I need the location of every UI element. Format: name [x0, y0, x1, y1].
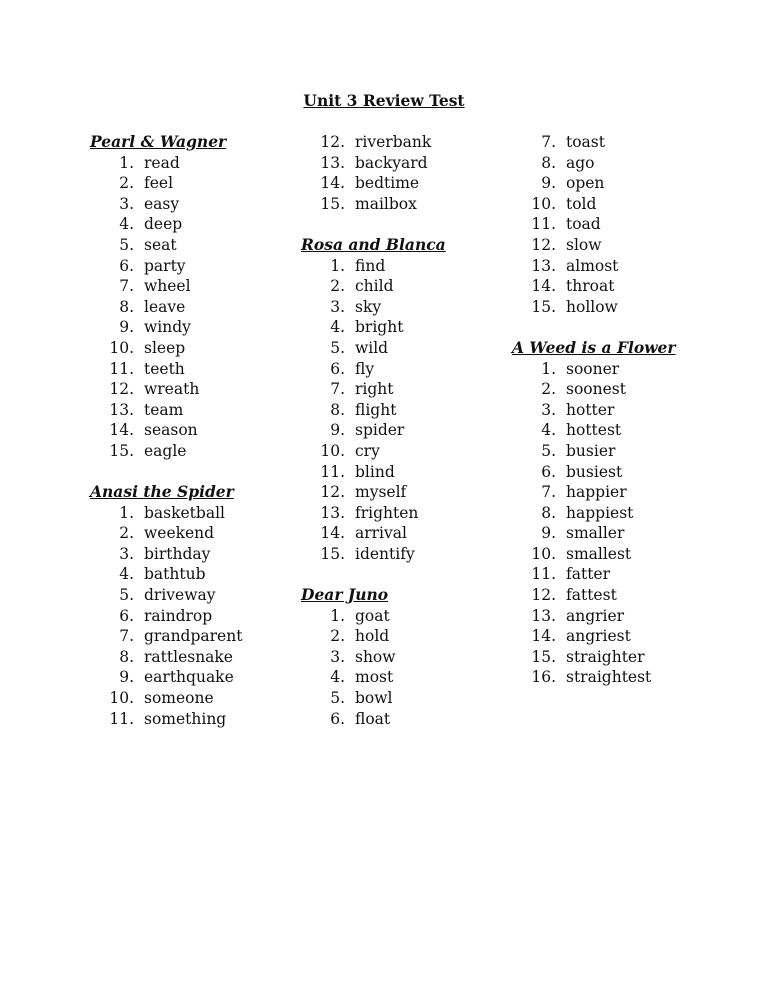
item-word: smallest: [566, 544, 632, 563]
word-list-item: [512, 544, 676, 565]
item-word: show: [355, 647, 396, 666]
item-word: happier: [566, 483, 627, 502]
item-word: toad: [566, 215, 601, 234]
item-number: 1.: [330, 256, 345, 275]
column-1: [90, 132, 242, 729]
item-number: 14.: [109, 421, 134, 440]
word-list-item: [512, 667, 676, 688]
item-number: 5.: [119, 235, 134, 254]
word-list-item: [301, 194, 446, 215]
word-list-item: [90, 709, 242, 730]
item-word: wild: [355, 338, 389, 357]
item-word: easy: [144, 194, 180, 213]
word-list-item: [512, 297, 676, 318]
word-list-item: [512, 194, 676, 215]
word-list-item: [90, 400, 242, 421]
item-word: find: [355, 256, 386, 275]
item-number: 4.: [119, 215, 134, 234]
item-number: 7.: [330, 380, 345, 399]
item-word: mailbox: [355, 194, 417, 213]
item-number: 5.: [330, 689, 345, 708]
item-number: 6.: [330, 709, 345, 728]
word-list-item: [512, 626, 676, 647]
item-word: leave: [144, 297, 186, 316]
word-list-item: [90, 194, 242, 215]
item-number: 15.: [531, 297, 556, 316]
section-heading: Dear Juno: [301, 585, 389, 605]
item-word: deep: [144, 215, 183, 234]
section-spacer: [301, 214, 446, 235]
item-word: someone: [144, 689, 214, 708]
item-number: 2.: [119, 524, 134, 543]
word-list-item: [90, 153, 242, 174]
item-word: sooner: [566, 359, 620, 378]
word-list-item: [301, 276, 446, 297]
item-word: hollow: [566, 297, 618, 316]
item-number: 14.: [320, 524, 345, 543]
item-number: 8.: [541, 503, 556, 522]
word-list-item: [301, 482, 446, 503]
word-list-item: [512, 153, 676, 174]
item-word: weekend: [144, 524, 215, 543]
word-list-item: [301, 626, 446, 647]
item-number: 11.: [531, 565, 556, 584]
word-list-item: [90, 256, 242, 277]
word-list-item: [90, 544, 242, 565]
word-list-item: [512, 276, 676, 297]
word-list-item: [301, 544, 446, 565]
item-word: angriest: [566, 627, 631, 646]
item-word: straighter: [566, 647, 645, 666]
item-number: 13.: [531, 256, 556, 275]
word-list-item: [90, 379, 242, 400]
item-number: 4.: [330, 318, 345, 337]
word-list-item: [512, 400, 676, 421]
item-word: float: [355, 709, 391, 728]
item-number: 11.: [109, 709, 134, 728]
item-word: backyard: [355, 153, 428, 172]
section-spacer: [301, 564, 446, 585]
word-list-item: [512, 214, 676, 235]
word-list-item: [90, 235, 242, 256]
item-number: 9.: [541, 524, 556, 543]
item-number: 6.: [119, 256, 134, 275]
item-word: seat: [144, 235, 177, 254]
word-list-item: [512, 441, 676, 462]
item-word: something: [144, 709, 227, 728]
item-word: feel: [144, 174, 174, 193]
item-word: bowl: [355, 689, 393, 708]
item-number: 3.: [541, 400, 556, 419]
word-list-item: [90, 503, 242, 524]
item-number: 13.: [320, 503, 345, 522]
word-list-item: [512, 379, 676, 400]
item-number: 2.: [541, 380, 556, 399]
item-number: 13.: [320, 153, 345, 172]
word-list-item: [512, 235, 676, 256]
item-number: 3.: [119, 194, 134, 213]
item-number: 1.: [330, 606, 345, 625]
item-number: 12.: [320, 133, 345, 151]
item-word: fatter: [566, 565, 611, 584]
item-word: open: [566, 174, 605, 193]
item-number: 15.: [320, 544, 345, 563]
item-number: 16.: [531, 668, 556, 687]
item-word: most: [355, 668, 394, 687]
item-word: told: [566, 194, 597, 213]
item-word: driveway: [144, 586, 216, 605]
item-number: 3.: [330, 647, 345, 666]
section-heading: Rosa and Blanca: [301, 234, 446, 254]
word-list-item: [512, 564, 676, 585]
item-word: slow: [566, 235, 602, 254]
word-list-item: [301, 688, 446, 709]
word-list-item: [301, 400, 446, 421]
item-number: 4.: [119, 565, 134, 584]
word-list-item: [301, 420, 446, 441]
word-list-item: [90, 338, 242, 359]
item-number: 6.: [541, 462, 556, 481]
item-number: 3.: [119, 544, 134, 563]
item-word: bedtime: [355, 174, 420, 193]
item-word: busier: [566, 441, 616, 460]
item-word: myself: [355, 483, 407, 502]
item-number: 9.: [541, 174, 556, 193]
word-list-item: [90, 667, 242, 688]
item-number: 9.: [119, 318, 134, 337]
word-list-item: [90, 297, 242, 318]
item-number: 10.: [109, 689, 134, 708]
page-title: Unit 3 Review Test: [303, 91, 465, 110]
word-list-item: [512, 585, 676, 606]
section-spacer: [90, 462, 242, 483]
item-word: hotter: [566, 400, 615, 419]
item-number: 4.: [330, 668, 345, 687]
word-list-item: [301, 503, 446, 524]
item-word: angrier: [566, 606, 625, 625]
item-word: wreath: [144, 380, 200, 399]
word-list-item: [301, 317, 446, 338]
item-word: fly: [355, 359, 375, 378]
item-number: 1.: [119, 503, 134, 522]
word-list-item: [512, 482, 676, 503]
item-word: straightest: [566, 668, 652, 687]
item-word: happiest: [566, 503, 634, 522]
word-list-item: [90, 441, 242, 462]
item-number: 6.: [119, 606, 134, 625]
item-word: birthday: [144, 544, 211, 563]
item-word: spider: [355, 421, 405, 440]
section-heading: Anasi the Spider: [90, 482, 234, 502]
word-list-item: [90, 420, 242, 441]
item-word: grandparent: [144, 627, 243, 646]
item-number: 15.: [531, 647, 556, 666]
word-list-item: [90, 564, 242, 585]
word-list-item: [301, 379, 446, 400]
word-list-item: [301, 647, 446, 668]
word-list-item: [512, 647, 676, 668]
item-number: 8.: [330, 400, 345, 419]
item-word: busiest: [566, 462, 623, 481]
item-number: 8.: [541, 153, 556, 172]
section-heading: A Weed is a Flower: [512, 337, 676, 357]
item-word: child: [355, 277, 394, 296]
item-word: sleep: [144, 338, 186, 357]
item-word: fattest: [566, 586, 617, 605]
item-word: riverbank: [355, 133, 432, 151]
word-list-item: [301, 256, 446, 277]
item-number: 4.: [541, 421, 556, 440]
word-list-item: [301, 132, 446, 153]
word-list-item: [301, 441, 446, 462]
item-word: hold: [355, 627, 390, 646]
item-word: hottest: [566, 421, 622, 440]
item-number: 2.: [330, 627, 345, 646]
item-number: 12.: [531, 586, 556, 605]
item-number: 13.: [109, 400, 134, 419]
word-list-item: [90, 647, 242, 668]
item-number: 8.: [119, 297, 134, 316]
item-word: goat: [355, 606, 390, 625]
word-list-item: [301, 297, 446, 318]
item-word: bathtub: [144, 565, 206, 584]
item-number: 11.: [531, 215, 556, 234]
item-number: 9.: [119, 668, 134, 687]
word-list-item: [301, 338, 446, 359]
item-number: 13.: [531, 606, 556, 625]
item-number: 8.: [119, 647, 134, 666]
item-number: 15.: [109, 441, 134, 460]
word-list-item: [512, 132, 676, 153]
item-number: 7.: [541, 483, 556, 502]
item-number: 12.: [109, 380, 134, 399]
word-list-item: [90, 606, 242, 627]
item-word: rattlesnake: [144, 647, 233, 666]
section-heading: Pearl & Wagner: [90, 132, 227, 151]
item-word: earthquake: [144, 668, 234, 687]
item-word: toast: [566, 133, 605, 151]
word-list-item: [512, 606, 676, 627]
item-number: 2.: [330, 277, 345, 296]
item-word: read: [144, 153, 180, 172]
item-word: windy: [144, 318, 191, 337]
item-word: party: [144, 256, 186, 275]
item-number: 3.: [330, 297, 345, 316]
item-number: 14.: [320, 174, 345, 193]
word-list-item: [301, 173, 446, 194]
word-list-item: [301, 523, 446, 544]
item-word: soonest: [566, 380, 626, 399]
column-2: [301, 132, 446, 729]
item-number: 15.: [320, 194, 345, 213]
item-word: almost: [566, 256, 619, 275]
word-list-item: [90, 276, 242, 297]
word-list-item: [512, 256, 676, 277]
item-number: 10.: [320, 441, 345, 460]
item-number: 6.: [330, 359, 345, 378]
word-list-item: [90, 359, 242, 380]
item-word: identify: [355, 544, 415, 563]
item-number: 11.: [320, 462, 345, 481]
item-number: 2.: [119, 174, 134, 193]
word-list-item: [301, 667, 446, 688]
word-list-item: [512, 173, 676, 194]
word-list-item: [512, 462, 676, 483]
item-word: teeth: [144, 359, 185, 378]
item-number: 14.: [531, 277, 556, 296]
word-list-item: [90, 585, 242, 606]
word-list-item: [512, 420, 676, 441]
item-word: right: [355, 380, 394, 399]
word-list-item: [512, 359, 676, 380]
word-list-item: [90, 214, 242, 235]
word-list-item: [90, 173, 242, 194]
item-word: raindrop: [144, 606, 213, 625]
section-spacer: [512, 317, 676, 338]
word-list-item: [301, 359, 446, 380]
item-number: 10.: [531, 194, 556, 213]
item-word: smaller: [566, 524, 625, 543]
item-word: frighten: [355, 503, 419, 522]
item-word: flight: [355, 400, 397, 419]
item-number: 7.: [119, 277, 134, 296]
column-3: [512, 132, 676, 688]
item-word: sky: [355, 297, 382, 316]
item-word: team: [144, 400, 184, 419]
item-number: 1.: [541, 359, 556, 378]
item-word: basketball: [144, 503, 225, 522]
item-number: 10.: [109, 338, 134, 357]
item-word: ago: [566, 153, 595, 172]
item-number: 7.: [119, 627, 134, 646]
word-list-item: [90, 626, 242, 647]
item-word: throat: [566, 277, 615, 296]
item-number: 12.: [531, 235, 556, 254]
item-number: 5.: [541, 441, 556, 460]
word-list-item: [90, 317, 242, 338]
item-word: cry: [355, 441, 380, 460]
item-number: 5.: [330, 338, 345, 357]
word-list-item: [90, 523, 242, 544]
item-number: 5.: [119, 586, 134, 605]
item-number: 12.: [320, 483, 345, 502]
item-number: 1.: [119, 153, 134, 172]
word-list-item: [301, 709, 446, 730]
word-list-item: [512, 503, 676, 524]
item-number: 9.: [330, 421, 345, 440]
item-number: 11.: [109, 359, 134, 378]
item-word: eagle: [144, 441, 187, 460]
item-word: arrival: [355, 524, 407, 543]
word-list-item: [90, 688, 242, 709]
item-number: 7.: [541, 133, 556, 151]
word-list-item: [301, 606, 446, 627]
item-word: season: [144, 421, 198, 440]
item-number: 14.: [531, 627, 556, 646]
item-word: blind: [355, 462, 395, 481]
item-number: 10.: [531, 544, 556, 563]
item-word: wheel: [144, 277, 191, 296]
item-word: bright: [355, 318, 404, 337]
word-list-item: [301, 462, 446, 483]
word-list-item: [512, 523, 676, 544]
word-list-item: [301, 153, 446, 174]
